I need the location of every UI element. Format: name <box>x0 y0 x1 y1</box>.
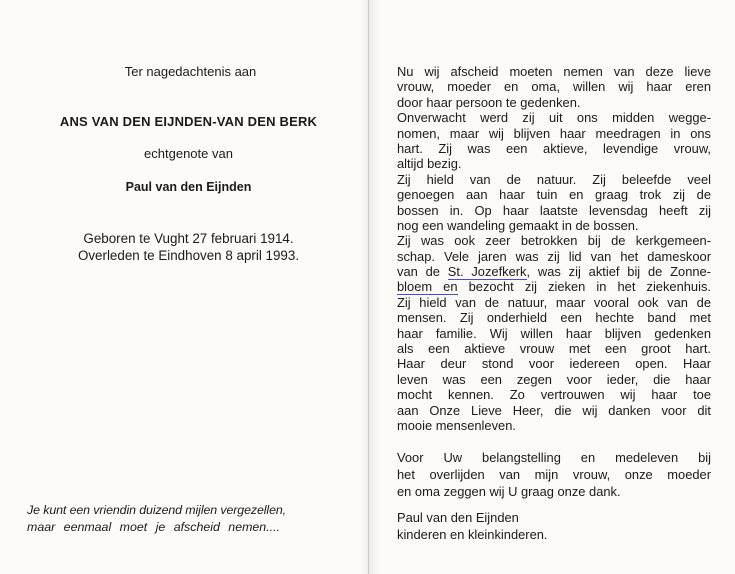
eulogy-line: bossen in. Op haar laatste levensdag heeft zij <box>397 202 711 218</box>
eulogy-line: door haar persoon te gedenken. <box>397 94 581 110</box>
eulogy-line: Haar deur stond voor iedereen open. Haar <box>397 356 711 372</box>
eulogy-line: nomen, maar wij blijven haar meedragen in ons <box>397 125 711 141</box>
eulogy-line: leven was een zegen voor ieder, die haar <box>397 371 711 387</box>
spouse-label: echtgenote van <box>144 146 233 161</box>
eulogy-line: Onverwacht werd zij uit ons midden wegge- <box>397 110 711 126</box>
eulogy-line: Zij hield van de natuur. Zij beleefde veel <box>397 171 711 187</box>
thanks-line: en oma zeggen wij U graag onze dank. <box>397 484 621 499</box>
birth-line: Geboren te Vught 27 februari 1914. <box>83 231 294 246</box>
spouse-name: Paul van den Eijnden <box>125 180 252 194</box>
eulogy-line: mensen. Zij onderhield een hechte band met <box>397 310 711 326</box>
eulogy-text <box>397 64 711 433</box>
eulogy-line: Nu wij afscheid moeten nemen van deze lieve <box>397 64 711 79</box>
eulogy-line: Zij was ook zeer betrokken bij de kerkgemeen- <box>397 233 711 249</box>
visits-post: bezocht zij zieken in het ziekenhuis. <box>457 279 711 295</box>
eulogy-line: aan Onze Lieve Heer, die wij danken voor dit <box>397 402 711 418</box>
eulogy-line-church <box>397 264 711 279</box>
eulogy-line: Zij hield van de natuur, maar vooral ook van de <box>397 294 711 310</box>
signature <box>397 509 548 543</box>
eulogy-line: nog een wandeling gemaakt in de bossen. <box>397 217 639 233</box>
eulogy-line-visits <box>397 279 711 294</box>
signature-family: kinderen en kleinkinderen. <box>397 527 548 542</box>
eulogy-line: genoegen aan haar tuin en graag trok zij de <box>397 187 711 203</box>
visits-underlined: bloem en <box>397 279 458 295</box>
eulogy-line: als een aktieve vrouw met een groot hart. <box>397 341 711 357</box>
intro-text: Ter nagedachtenis aan <box>124 64 257 79</box>
quote <box>27 502 347 536</box>
eulogy-line: mooie mensenleven. <box>397 417 516 433</box>
church-name-underlined: St. Jozefkerk <box>447 264 527 280</box>
deceased-name: ANS VAN DEN EIJNDEN-VAN DEN BERK <box>59 114 318 129</box>
quote-line-1: Je kunt een vriendin duizend mijlen vergezellen, <box>27 503 287 517</box>
thanks-line: Voor Uw belangstelling en medeleven bij <box>397 450 711 465</box>
signature-name: Paul van den Eijnden <box>397 510 519 525</box>
eulogy-line: vrouw, moeder en oma, willen wij haar eren <box>397 79 711 95</box>
death-line: Overleden te Eindhoven 8 april 1993. <box>77 248 300 263</box>
eulogy-line: schap. Vele jaren was zij lid van het dameskoor <box>397 248 711 264</box>
church-pre: van de <box>397 264 448 280</box>
church-post: , was zij aktief bij de Zonne- <box>526 264 711 280</box>
eulogy-line: mocht kennen. Zo vertrouwen wij haar toe <box>397 387 711 403</box>
thanks-line: het overlijden van mijn vrouw, onze moeder <box>397 467 711 482</box>
eulogy-line: hart. Zij was een aktieve, levendige vrouw, <box>397 140 711 156</box>
eulogy-line: altijd bezig. <box>397 156 462 172</box>
quote-line-2: maar eenmaal moet je afscheid nemen.... <box>27 520 280 534</box>
thanks-text <box>397 449 711 500</box>
life-dates <box>4 230 373 264</box>
eulogy-line: haar familie. Wij willen haar blijven gedenken <box>397 325 711 341</box>
